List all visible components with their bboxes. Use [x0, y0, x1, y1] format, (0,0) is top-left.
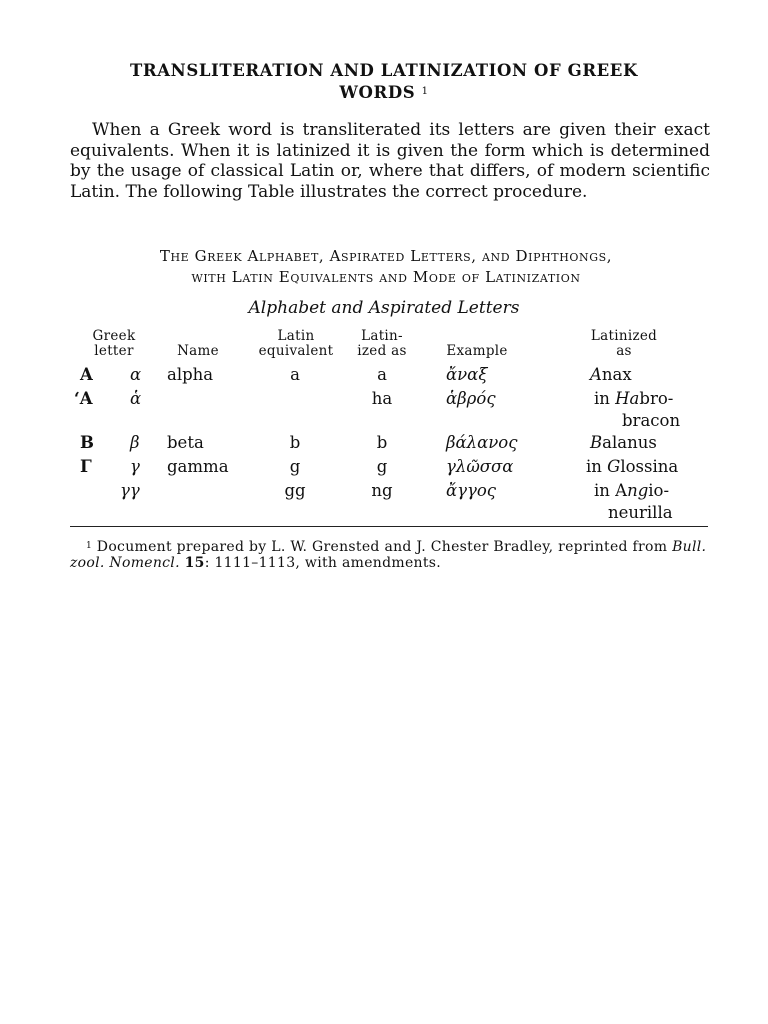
greek-example: γλῶσσα	[446, 457, 514, 476]
title-footnote-marker: 1	[421, 86, 429, 97]
latinized-result: Balanus	[590, 433, 657, 452]
latin-equivalent: b	[289, 433, 301, 452]
latinized-result: Anax	[590, 365, 632, 384]
greek-uppercase-letter: ‘Α	[74, 389, 93, 408]
greek-lowercase-letter: γ	[130, 457, 140, 476]
latin-equivalent: g	[289, 457, 301, 476]
footnote-text: Document prepared by L. W. Grensted and J. Chester Bradley, reprinted from	[96, 539, 668, 555]
footnote-pages: : 1111–1113, with amendments.	[204, 555, 442, 571]
greek-lowercase-letter: β	[130, 433, 140, 452]
latinized-as: b	[376, 433, 388, 452]
column-header-latin-equivalent: Latin equivalent	[258, 328, 334, 359]
latinized-result: in Angio-	[594, 481, 670, 500]
title-line-1: TRANSLITERATION AND LATINIZATION OF GREEK	[130, 61, 638, 80]
column-header-greek-letter: Greek letter	[92, 328, 136, 359]
column-header-example: Example	[446, 343, 508, 359]
footnote-volume: 15	[184, 555, 205, 571]
latinized-result: in Habro-	[594, 389, 674, 408]
greek-lowercase-letter: γγ	[120, 481, 140, 500]
latinized-result: in Glossina	[586, 457, 679, 476]
greek-example: βάλανος	[446, 433, 518, 452]
greek-example: ἄναξ	[446, 365, 488, 384]
footnote-divider	[70, 526, 708, 527]
latinized-as: ng	[371, 481, 393, 500]
column-header-name: Name	[177, 343, 219, 359]
letter-name: beta	[167, 433, 204, 452]
latinized-as: a	[377, 365, 387, 384]
latinized-as: g	[376, 457, 388, 476]
greek-lowercase-letter: ἁ	[130, 389, 142, 408]
footnote-journal: Bull. zool. Nomencl.	[70, 539, 707, 571]
greek-example: ἁβρός	[446, 389, 496, 408]
footnote-marker: 1	[86, 541, 93, 551]
latin-equivalent: a	[290, 365, 300, 384]
latinized-result-continuation: bracon	[622, 411, 681, 430]
footnote	[70, 538, 710, 571]
table-subheading: Alphabet and Aspirated Letters	[248, 298, 520, 318]
table-heading	[60, 246, 712, 288]
greek-example: ἄγγος	[446, 481, 497, 500]
column-header-latinized-result: Latinized as	[590, 328, 658, 359]
title-line-2: WORDS $^1$	[339, 83, 429, 102]
letter-name: alpha	[167, 365, 214, 384]
latin-equivalent: gg	[284, 481, 306, 500]
greek-lowercase-letter: α	[130, 365, 142, 384]
letter-name: gamma	[167, 457, 229, 476]
table-heading-line-2: with Latin Equivalents and Mode of Latinization	[191, 268, 581, 286]
intro-paragraph: When a Greek word is transliterated its letters are given their exact equivalents. When it is latinized it is given the form which is determined by the usage of classical Latin or, where that differs, of modern scientific Latin. The following Table illustrates the correct procedure.	[70, 120, 710, 202]
greek-uppercase-letter: Α	[80, 365, 93, 384]
greek-uppercase-letter: Γ	[80, 457, 92, 476]
latinized-result-continuation: neurilla	[608, 503, 673, 522]
latinized-as: ha	[371, 389, 393, 408]
greek-uppercase-letter: Β	[80, 433, 94, 452]
column-header-latinized-as: Latin- ized as	[357, 328, 407, 359]
table-heading-line-1: The Greek Alphabet, Aspirated Letters, and Diphthongs,	[159, 247, 613, 265]
page-title	[60, 60, 708, 103]
